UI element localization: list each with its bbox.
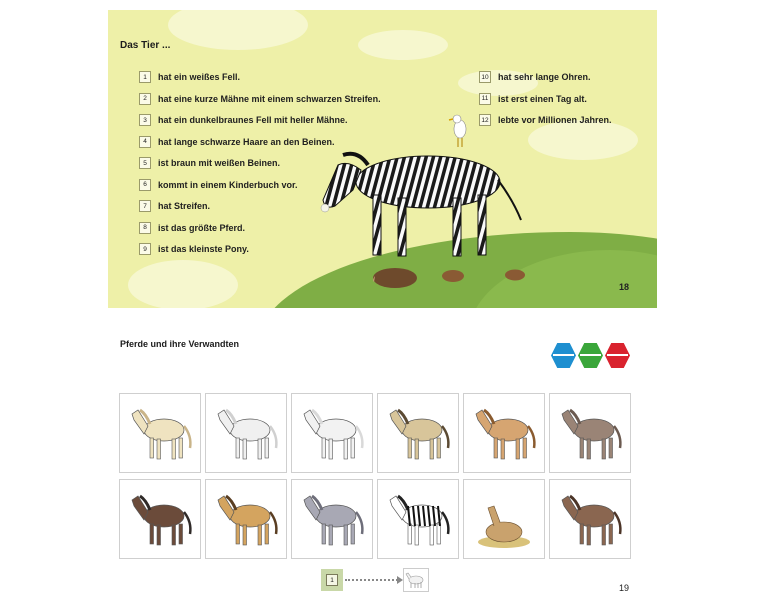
statement-item — [479, 93, 587, 105]
cloud — [358, 30, 448, 60]
zebra-icon — [378, 480, 458, 558]
animal-card[interactable] — [549, 479, 631, 559]
statement-text: ist das kleinste Pony. — [158, 244, 249, 254]
boy-with-foal-icon — [464, 394, 544, 472]
page-title: Das Tier ... — [120, 40, 171, 51]
statement-number: 12 — [479, 114, 491, 126]
publisher-logo — [551, 343, 631, 369]
zebra-illustration — [313, 140, 523, 270]
animal-card[interactable] — [205, 393, 287, 473]
dotted-arrow — [345, 579, 401, 581]
statement-text: hat ein weißes Fell. — [158, 72, 241, 82]
animal-card[interactable] — [291, 479, 373, 559]
statement-number: 2 — [139, 93, 151, 105]
statement-text: hat Streifen. — [158, 201, 211, 211]
statement-item — [139, 136, 335, 148]
page-number: 18 — [618, 282, 629, 292]
animal-card[interactable] — [463, 479, 545, 559]
animal-card[interactable] — [291, 393, 373, 473]
animal-card[interactable] — [205, 479, 287, 559]
statement-text: hat ein dunkelbraunes Fell mit heller Mähne. — [158, 115, 348, 125]
hedgehog-small-illustration — [503, 268, 527, 281]
statement-item — [479, 114, 612, 126]
statement-text: ist braun mit weißen Beinen. — [158, 158, 281, 168]
gray-brown-horse-icon — [550, 394, 630, 472]
statement-number: 6 — [139, 179, 151, 191]
statement-item — [139, 222, 245, 234]
lying-foal-icon — [464, 480, 544, 558]
statement-item — [139, 157, 280, 169]
answer-number-box[interactable] — [321, 569, 343, 591]
answer-number: 1 — [326, 574, 338, 586]
bird-illustration — [448, 113, 472, 149]
white-horse-icon — [292, 394, 372, 472]
statement-number: 9 — [139, 243, 151, 255]
statement-text: kommt in einem Kinderbuch vor. — [158, 179, 298, 190]
statement-number: 5 — [139, 157, 151, 169]
statement-item — [479, 71, 591, 83]
statement-item — [139, 93, 381, 105]
statement-item — [139, 243, 249, 255]
brown-pony-icon — [550, 480, 630, 558]
answer-hint — [321, 568, 429, 592]
statement-number: 1 — [139, 71, 151, 83]
logo-hexagon-green — [578, 343, 603, 368]
girl-on-spotted-pony-icon — [206, 394, 286, 472]
logo-hexagon-red — [605, 343, 630, 368]
statement-number: 11 — [479, 93, 491, 105]
statement-number: 10 — [479, 71, 491, 83]
cloud — [528, 120, 638, 160]
hedgehog-small-illustration — [440, 268, 466, 282]
statement-text: ist erst einen Tag alt. — [498, 93, 587, 104]
page-number: 19 — [619, 583, 630, 593]
animal-card[interactable] — [119, 479, 201, 559]
animal-card[interactable] — [119, 393, 201, 473]
statement-text: lebte vor Millionen Jahren. — [498, 115, 612, 125]
section-title: Pferde und ihre Verwandten — [120, 339, 240, 349]
statement-text: hat lange schwarze Haare an den Beinen. — [158, 136, 335, 147]
statement-item — [139, 114, 348, 126]
logo-hexagon-blue — [551, 343, 576, 368]
cloud — [168, 10, 308, 50]
statement-item — [139, 200, 210, 212]
statement-number: 8 — [139, 222, 151, 234]
statement-text: ist das größte Pferd. — [158, 222, 246, 233]
top-page-illustration — [108, 10, 657, 308]
animal-card[interactable] — [377, 393, 459, 473]
statement-number: 3 — [139, 114, 151, 126]
cloud — [128, 260, 238, 308]
statement-number: 7 — [139, 200, 151, 212]
animal-card[interactable] — [549, 393, 631, 473]
statement-item — [139, 71, 240, 83]
dun-horse-icon — [378, 394, 458, 472]
donkey-icon — [292, 480, 372, 558]
white-horse-thumb-icon[interactable] — [403, 568, 429, 592]
statement-text: hat eine kurze Mähne mit einem schwarzen Streifen. — [158, 93, 381, 104]
man-with-brown-horse-icon — [120, 480, 200, 558]
hedgehog-illustration — [370, 262, 420, 288]
cream-pony-icon — [120, 394, 200, 472]
statement-item — [139, 179, 298, 191]
przewalski-horse-icon — [206, 480, 286, 558]
animal-card[interactable] — [463, 393, 545, 473]
animal-card[interactable] — [377, 479, 459, 559]
statement-text: hat sehr lange Ohren. — [498, 72, 591, 82]
statement-number: 4 — [139, 136, 151, 148]
